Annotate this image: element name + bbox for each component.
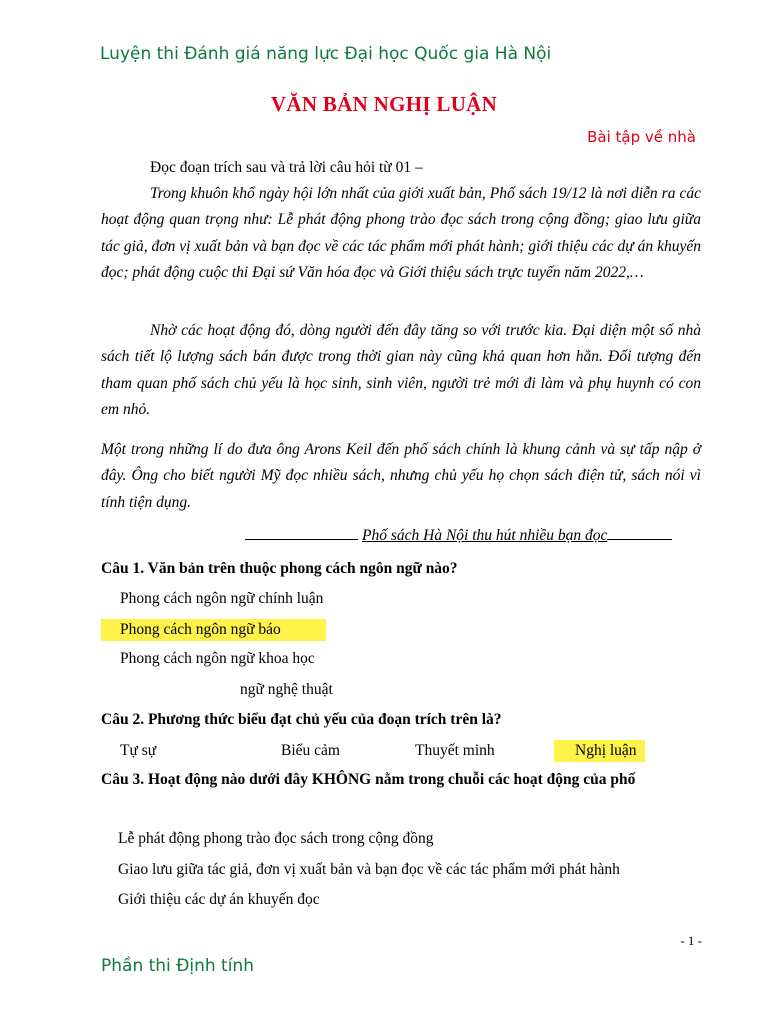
source-rule-right [607, 539, 672, 540]
answer-highlight: Nghị luận [575, 742, 637, 759]
question-1-option-4: ngữ nghệ thuật [240, 681, 333, 698]
source-rule-left [245, 539, 358, 540]
question-1-option-3: Phong cách ngôn ngữ khoa học [120, 650, 315, 667]
document-subtitle: Bài tập về nhà [587, 128, 696, 146]
passage-paragraph-1: Trong khuôn khổ ngày hội lớn nhất của giới xuất bản, Phố sách 19/12 là nơi diễn ra các hoạt động quan trọng như: Lễ phát động phong trào đọc sách trong cộng đồng; giao lưu giữa tác giả, đơn vị xuất bản và bạn đọc về các tác phẩm mới phát hành; giới thiệu các dự án khuyến đọc; phát động cuộc thi Đại sứ Văn hóa đọc và Giới thiệu sách trực tuyến năm 2022,… [101, 185, 701, 281]
source-text: Phố sách Hà Nội thu hút nhiều bạn đọc [362, 527, 608, 544]
question-2-option-2: Biểu cảm [281, 742, 340, 759]
question-1-option-1: Phong cách ngôn ngữ chính luận [120, 590, 324, 607]
question-1-option-2 [101, 619, 326, 641]
passage-paragraph-2: Nhờ các hoạt động đó, dòng người đến đây tăng so với trước kia. Đại diện một số nhà sách tiết lộ lượng sách bán được trong thời gian này cũng khả quan hơn hẳn. Đối tượng đến tham quan phố sách chủ yếu là học sinh, sinh viên, người trẻ mới đi làm và phụ huynh có con em nhỏ. [101, 322, 701, 418]
question-2-option-1: Tự sự [120, 742, 157, 759]
question-3-text: Câu 3. Hoạt động nào dưới đây KHÔNG nằm trong chuỗi các hoạt động của phố [101, 771, 636, 788]
question-2-option-3: Thuyết minh [415, 742, 495, 759]
document-title: VĂN BẢN NGHỊ LUẬN [270, 92, 498, 116]
intro-instruction: Đọc đoạn trích sau và trả lời câu hỏi từ 01 – [150, 159, 423, 176]
question-3-option-1: Lễ phát động phong trào đọc sách trong cộng đồng [118, 830, 434, 847]
question-3-option-3: Giới thiệu các dự án khuyến đọc [118, 891, 320, 908]
passage-paragraph-3: Một trong những lí do đưa ông Arons Keil đến phố sách chính là khung cảnh và sự tấp nập ở đây. Ông cho biết người Mỹ đọc nhiều sách, nhưng chủ yếu họ chọn sách điện tử, sách nói vì tính tiện dụng. [101, 441, 701, 511]
page-number: - 1 - [680, 933, 702, 948]
question-1-text: Câu 1. Văn bản trên thuộc phong cách ngôn ngữ nào? [101, 560, 458, 577]
answer-highlight: Phong cách ngôn ngữ báo [101, 619, 326, 641]
question-2-text: Câu 2. Phương thức biểu đạt chủ yếu của đoạn trích trên là? [101, 711, 502, 728]
question-2-option-4 [554, 740, 645, 762]
question-3-option-2: Giao lưu giữa tác giả, đơn vị xuất bản và bạn đọc về các tác phẩm mới phát hành [118, 861, 620, 878]
passage-source [245, 527, 672, 545]
document-footer: Phần thi Định tính [101, 956, 254, 976]
document-header: Luyện thi Đánh giá năng lực Đại học Quốc gia Hà Nội [100, 44, 552, 64]
